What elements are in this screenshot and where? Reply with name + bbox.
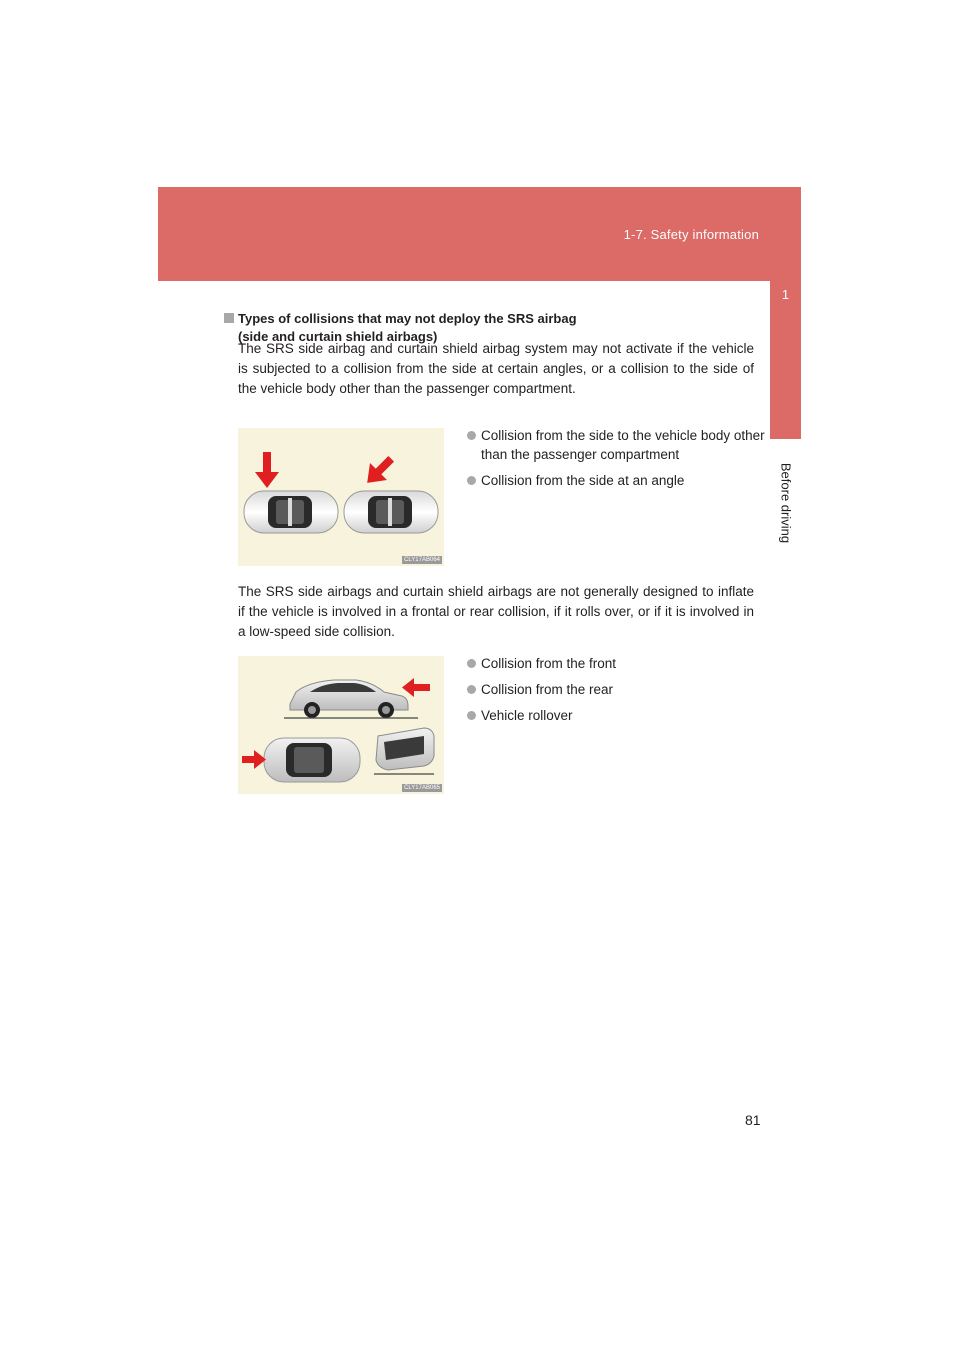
car-side-view [284,680,418,718]
front-rear-rollover-illustration [238,656,444,794]
impact-arrow-front [242,750,266,769]
car-top-view-2 [344,491,438,533]
side-collision-list [465,426,765,497]
impact-arrow-angled [359,450,400,491]
list-item: Vehicle rollover [465,706,765,725]
car-top-view-3 [264,738,360,782]
bullet-icon [467,685,476,694]
list-item: Collision from the side to the vehicle body other than the passenger compartment [465,426,765,464]
square-bullet-icon [224,313,234,323]
figure-code: CLY17AB065 [404,785,440,791]
list-item: Collision from the side at an angle [465,471,765,490]
chapter-tab [770,187,801,439]
impact-arrow-down [255,452,279,488]
impact-arrow-rear [402,678,430,697]
intro-paragraph: The SRS side airbag and curtain shield airbag system may not activate if the vehicle is subjected to a collision from the side at certain angles, or a collision to the side of the vehicle body other than the passenger compartment. [238,341,754,396]
side-collision-drawing [238,428,444,566]
car-rollover-view [374,728,434,774]
figure-code: CLY17AB064 [404,557,440,563]
chapter-number: 1 [781,287,790,302]
side-collision-illustration [238,428,444,566]
section-title: 1-7. Safety information [623,227,759,242]
car-top-view-1 [244,491,338,533]
chapter-label [770,448,801,558]
bullet-icon [467,476,476,485]
front-rear-rollover-drawing [238,656,444,794]
list-item: Collision from the front [465,654,765,673]
bullet-icon [467,431,476,440]
chapter-label-text: Before driving [778,462,793,544]
list-item: Collision from the rear [465,680,765,699]
header-bar [158,187,801,281]
bullet-icon [467,659,476,668]
second-paragraph: The SRS side airbags and curtain shield airbags are not generally designed to inflate if the vehicle is involved in a frontal or rear collision, if it rolls over, or if it is involved in a low-speed side collision. [238,584,754,639]
heading-line-1: Types of collisions that may not deploy the SRS airbag [238,311,577,326]
heading-line-2: (side and curtain shield airbags) [238,329,438,344]
page-number: 81 [745,1112,761,1128]
bullet-icon [467,711,476,720]
frontal-rear-rollover-list [465,654,765,732]
